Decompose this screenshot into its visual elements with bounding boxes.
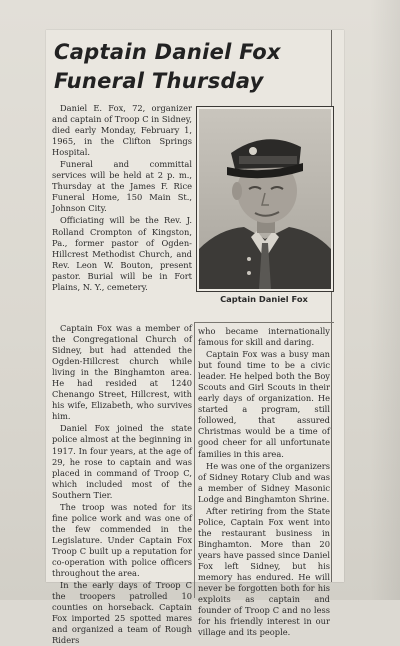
paragraph: Captain Fox was a member of the Congregational Church of Sidney, but had attended the Ogden-Hillcrest church while living in the Binghamton area. He had resided at 1240 Chenango Street, Hillcrest, with his wife, Elizabeth, who survives him. <box>52 323 192 422</box>
left-column-bottom <box>52 323 192 646</box>
headline-line-1: Captain Daniel Fox <box>54 40 281 64</box>
paragraph: After retiring from the State Police, Captain Fox went into the restaurant business in Binghamton. More than 20 years have passed since Daniel Fox left Sidney, but his memory has endured. He will never be forgotten both for his exploits as captain and founder of Troop C and no less for his friendly interest in our village and its people. <box>198 505 330 638</box>
headline <box>54 38 328 96</box>
headline-line-2: Funeral Thursday <box>54 69 264 93</box>
portrait-photo-frame <box>196 106 334 292</box>
left-column-top <box>52 103 192 323</box>
paragraph: The troop was noted for its fine police work and was one of the few commended in the Legislature. Under Captain Fox Troop C built up a reputation for co-operation with police officers throughout the area. <box>52 501 192 579</box>
paragraph: who became internationally famous for skill and daring. <box>198 326 330 348</box>
portrait-photo <box>199 109 331 289</box>
paragraph: Daniel E. Fox, 72, organizer and captain of Troop C in Sidney, died early Monday, February 1, 1965, in the Clifton Springs Hospital. <box>52 103 192 158</box>
horizontal-divider <box>194 322 334 323</box>
paragraph: In the early days of Troop C the troopers patrolled 10 counties on horseback. Captain Fox imported 25 spotted mares and organized a team of Rough Riders <box>52 580 192 646</box>
newspaper-clipping <box>46 30 344 646</box>
paragraph: Officiating will be the Rev. J. Rolland Crompton of Kingston, Pa., former pastor of Ogden-Hillcrest Methodist Church, and Rev. Leon W. Bouton, present pastor. Burial will be in Fort Plains, N. Y., cemetery. <box>52 215 192 292</box>
portrait-image <box>199 109 331 289</box>
photo-caption: Captain Daniel Fox <box>220 294 308 304</box>
column-divider <box>194 322 195 598</box>
paragraph: He was one of the organizers of Sidney Rotary Club and was a member of Sidney Masonic Lodge and Binghamton Shrine. <box>198 460 330 504</box>
paragraph: Daniel Fox joined the state police almost at the beginning in 1917. In four years, at the age of 29, he rose to captain and was placed in command of Troop C, which included most of the Southern Tier. <box>52 423 192 500</box>
paragraph: Captain Fox was a busy man but found time to be a civic leader. He helped both the Boy Scouts and Girl Scouts in their early days of organization. He started a program, still followed, that assured Christmas would be a time of good cheer for all unfortunate families in this area. <box>198 349 330 459</box>
paragraph: Funeral and committal services will be held at 2 p. m., Thursday at the James F. Rice Funeral Home, 150 Main St., Johnson City. <box>52 159 192 214</box>
right-column <box>198 326 330 638</box>
